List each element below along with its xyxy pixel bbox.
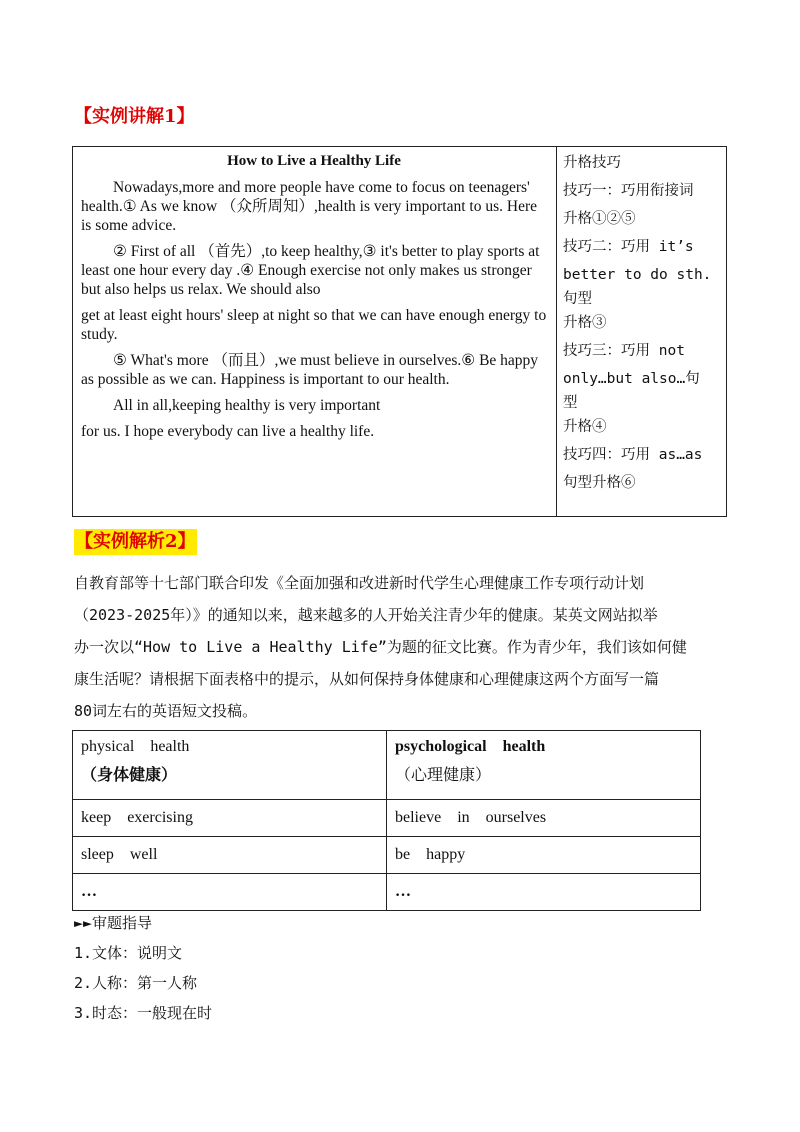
tip-line: 技巧四：巧用 as…as xyxy=(563,447,703,463)
guide-item: 3.时态：一般现在时 xyxy=(74,1004,213,1022)
essay-paragraph: get at least eight hours' sleep at night so that we can have enough energy to study. xyxy=(81,307,547,343)
table-cell: believe in ourselves xyxy=(387,800,701,837)
guide-title: ►►审题指导 xyxy=(74,914,153,932)
prompt-line: 自教育部等十七部门联合印发《全面加强和改进新时代学生心理健康工作专项行动计划 xyxy=(74,574,645,592)
tip-line: 句型 xyxy=(563,291,592,307)
essay-paragraph: Nowadays,more and more people have come to focus on teenagers' health.① As we know （众所周知）,health is very important to us. Here is some advice. xyxy=(81,179,538,234)
review-guide xyxy=(74,908,212,1028)
header-psychological-zh: （心理健康） xyxy=(395,767,492,784)
table-row xyxy=(73,800,701,837)
prompt-line: 办一次以“How to Live a Healthy Life”为题的征文比赛。作为青少年，我们该如何健 xyxy=(74,638,687,656)
essay-box xyxy=(72,146,727,517)
prompt-line: （2023-2025年）》的通知以来，越来越多的人开始关注青少年的健康。某英文网站拟举 xyxy=(74,606,658,624)
header-physical-en: physical health xyxy=(81,738,190,755)
tips-title: 升格技巧 xyxy=(563,155,621,171)
tip-line: 技巧一：巧用衔接词 xyxy=(563,183,694,199)
model-essay xyxy=(81,147,547,441)
essay-title: How to Live a Healthy Life xyxy=(227,153,401,169)
tip-line: 技巧二：巧用 it’s xyxy=(563,239,694,255)
task-prompt xyxy=(74,567,734,727)
tip-line: 型 xyxy=(563,395,578,411)
essay-paragraph: ⑤ What's more （而且）,we must believe in ourselves.⑥ Be happy as possible as we can. Happiness is important to our health. xyxy=(81,352,539,388)
table-row xyxy=(73,837,701,874)
table-cell: keep exercising xyxy=(73,800,387,837)
table-cell: … xyxy=(73,874,387,911)
hint-table xyxy=(72,730,701,911)
table-row xyxy=(73,874,701,911)
essay-paragraph: for us. I hope everybody can live a healthy life. xyxy=(81,423,375,440)
table-cell: sleep well xyxy=(73,837,387,874)
example-2-heading: 【实例解析2】 xyxy=(74,529,197,555)
tip-line: 升格①②⑤ xyxy=(563,211,636,227)
essay-paragraph: All in all,keeping healthy is very important xyxy=(113,397,381,414)
header-physical xyxy=(73,731,387,800)
table-cell: … xyxy=(387,874,701,911)
table-cell: be happy xyxy=(387,837,701,874)
tip-line: better to do sth. xyxy=(563,267,712,283)
header-psychological xyxy=(387,731,701,800)
prompt-line: 康生活呢？请根据下面表格中的提示，从如何保持身体健康和心理健康这两个方面写一篇 xyxy=(74,670,660,688)
tip-line: 句型升格⑥ xyxy=(563,475,636,491)
guide-item: 2.人称：第一人称 xyxy=(74,974,198,992)
header-psychological-en: psychological health xyxy=(395,738,546,755)
header-physical-zh: （身体健康） xyxy=(81,767,178,784)
essay-paragraph: ② First of all （首先）,to keep healthy,③ it's better to play sports at least one hour every day .④ Enough exercise not only makes us stronger but also helps us relax. We should also xyxy=(81,243,540,298)
example-1-heading: 【实例讲解1】 xyxy=(74,106,195,127)
guide-item: 1.文体：说明文 xyxy=(74,944,183,962)
tip-line: only…but also…句 xyxy=(563,371,700,387)
tip-line: 技巧三：巧用 not xyxy=(563,343,685,359)
upgrade-tips xyxy=(563,149,723,497)
prompt-line: 80词左右的英语短文投稿。 xyxy=(74,702,258,720)
column-divider xyxy=(556,147,557,516)
tip-line: 升格④ xyxy=(563,419,607,435)
tip-line: 升格③ xyxy=(563,315,607,331)
